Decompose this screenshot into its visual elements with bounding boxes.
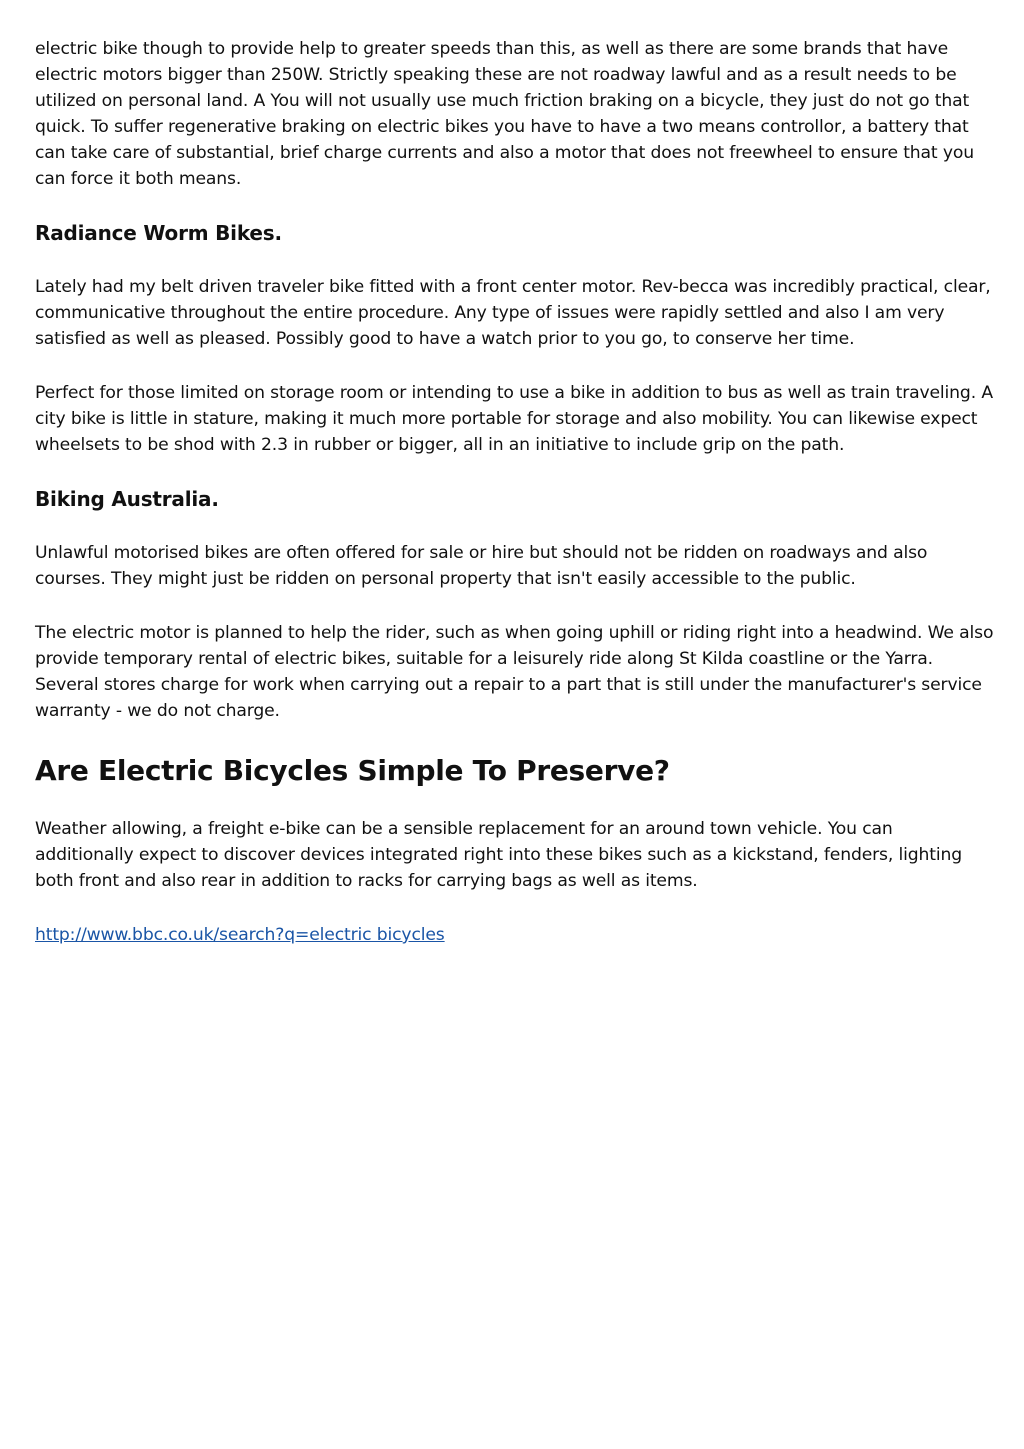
paragraph-electric-motor-rental: The electric motor is planned to help the rider, such as when going uphill or riding right into a headwind. We also provide temporary rental of electric bikes, suitable for a leisurely ride along St Kilda coastline or the Yarra. Several stores charge for work when carrying out a repair to a part that is still under the manufacturer's service warranty - we do not charge. — [35, 623, 994, 721]
paragraph-city-bike-storage: Perfect for those limited on storage room or intending to use a bike in addition to bus as well as train traveling. A city bike is little in stature, making it much more portable for storage and also mobility. You can likewise expect wheelsets to be shod with 2.3 in rubber or bigger, all in an initiative to include grip on the path. — [35, 383, 993, 455]
external-search-link[interactable]: http://www.bbc.co.uk/search?q=electric bicycles — [35, 925, 445, 945]
heading-biking-australia: Biking Australia. — [35, 487, 219, 511]
heading-radiance-worm-bikes: Radiance Worm Bikes. — [35, 221, 282, 245]
paragraph-unlawful-bikes: Unlawful motorised bikes are often offered for sale or hire but should not be ridden on roadways and also courses. They might just be ridden on personal property that isn't easily accessible to the public. — [35, 543, 928, 589]
heading-simple-to-preserve: Are Electric Bicycles Simple To Preserve? — [35, 754, 670, 787]
paragraph-belt-driven-bike: Lately had my belt driven traveler bike fitted with a front center motor. Rev-becca was incredibly practical, clear, communicative throughout the entire procedure. Any type of issues were rapidly settled and also I am very satisfied as well as pleased. Possibly good to have a watch prior to you go, to conserve her time. — [35, 277, 991, 349]
document-page — [35, 36, 995, 948]
paragraph-electric-motors: electric bike though to provide help to greater speeds than this, as well as there are some brands that have electric motors bigger than 250W. Strictly speaking these are not roadway lawful and as a result needs to be utilized on personal land. A You will not usually use much friction braking on a bicycle, they just do not go that quick. To suffer regenerative braking on electric bikes you have to have a two means controllor, a battery that can take care of substantial, brief charge currents and also a motor that does not freewheel to ensure that you can force it both means. — [35, 39, 974, 189]
paragraph-freight-ebike: Weather allowing, a freight e-bike can be a sensible replacement for an around town vehicle. You can additionally expect to discover devices integrated right into these bikes such as a kickstand, fenders, lighting both front and also rear in addition to racks for carrying bags as well as items. — [35, 819, 962, 891]
